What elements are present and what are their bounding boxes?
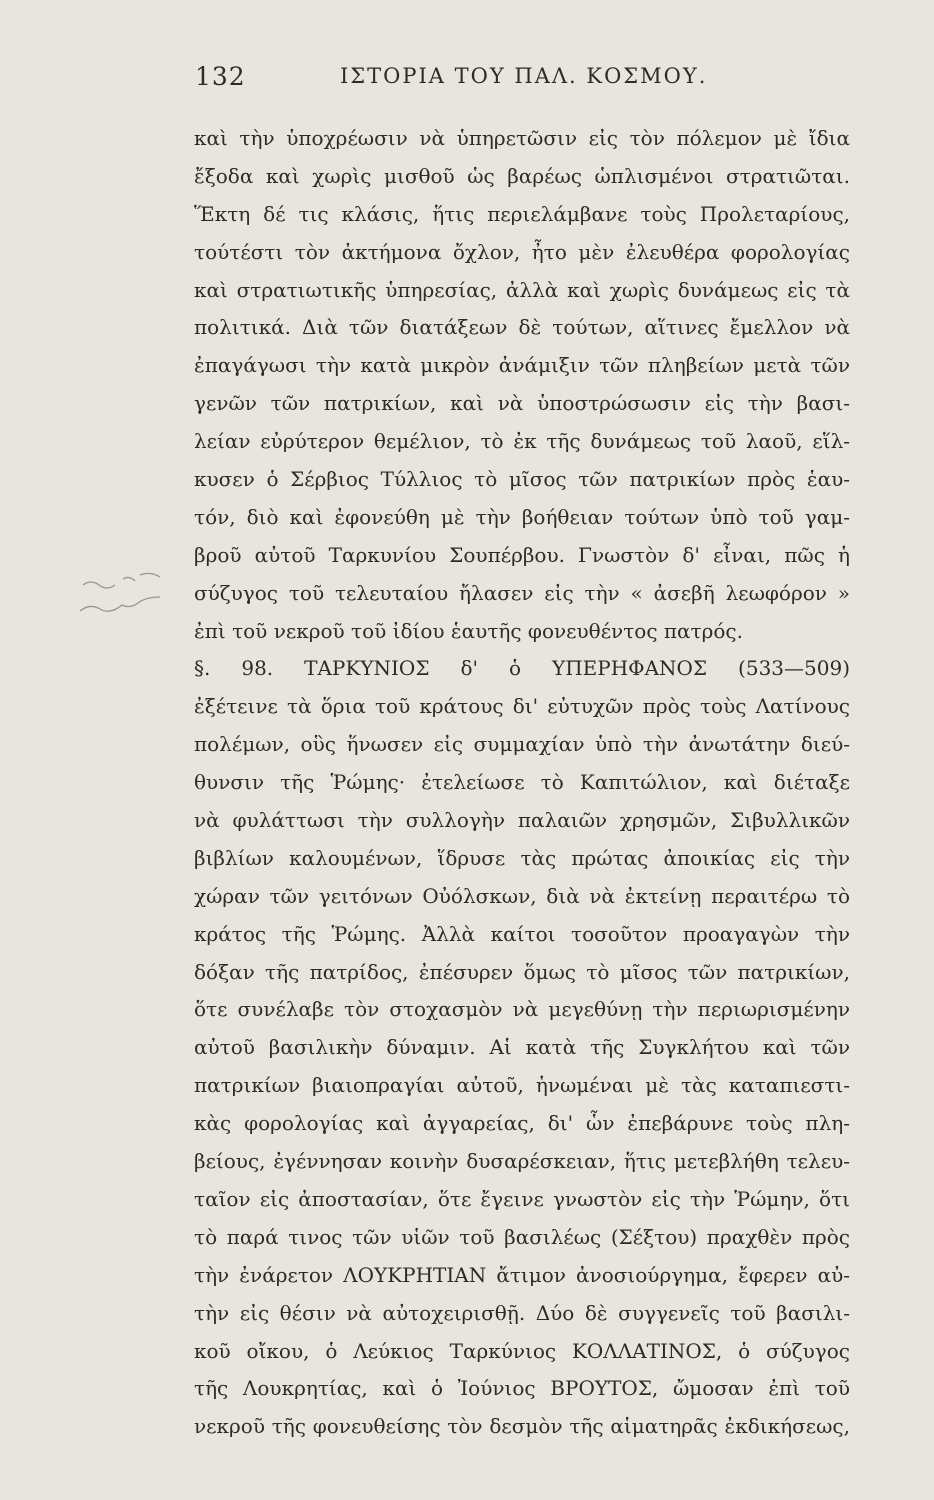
text-line: ἐπαγάγωσι τὴν κατὰ μικρὸν ἀνάμιξιν τῶν πληβείων μετὰ τῶν: [194, 353, 850, 378]
text-line: κυσεν ὁ Σέρβιος Τύλλιος τὸ μῖσος τῶν πατρικίων πρὸς ἑαυ-: [194, 467, 850, 492]
text-line: τῆς Λουκρητίας, καὶ ὁ Ἰούνιος ΒΡΟΥΤΟΣ, ὤμοσαν ἐπὶ τοῦ: [194, 1376, 850, 1401]
text-line: Ἕκτη δέ τις κλάσις, ἥτις περιελάμβανε τοὺς Προλεταρίους,: [194, 201, 850, 226]
text-line: βιβλίων καλουμένων, ἵδρυσε τὰς πρώτας ἀποικίας εἰς τὴν: [194, 845, 850, 870]
text-line: ταῖον εἰς ἀποστασίαν, ὅτε ἔγεινε γνωστὸν εἰς τὴν Ῥώμην, ὅτι: [194, 1186, 850, 1211]
text-line: τούτέστι τὸν ἀκτήμονα ὄχλον, ἦτο μὲν ἐλευθέρα φορολογίας: [194, 239, 850, 264]
text-line: κράτος τῆς Ῥώμης. Ἀλλὰ καίτοι τοσοῦτον προαγαγὼν τὴν: [194, 921, 850, 946]
text-line: λείαν εὐρύτερον θεμέλιον, τὸ ἐκ τῆς δυνάμεως τοῦ λαοῦ, εἵλ-: [194, 429, 850, 454]
text-line: γενῶν τῶν πατρικίων, καὶ νὰ ὑποστρώσωσιν εἰς τὴν βασι-: [194, 391, 850, 416]
text-line: χώραν τῶν γειτόνων Οὐόλσκων, διὰ νὰ ἐκτείνῃ περαιτέρω τὸ: [194, 883, 850, 908]
running-title: ΙΣΤΟΡΙΑ ΤΟΥ ΠΑΛ. ΚΟΣΜΟΥ.: [340, 64, 708, 88]
text-line: κοῦ οἴκου, ὁ Λεύκιος Ταρκύνιος ΚΟΛΛΑΤΙΝΟΣ, ὁ σύζυγος: [194, 1338, 850, 1363]
section-heading-line: §. 98. ΤΑΡΚΥΝΙΟΣ δ' ὁ ΥΠΕΡΗΦΑΝΟΣ (533—509): [194, 656, 850, 681]
text-line: αὐτοῦ βασιλικὴν δύναμιν. Αἱ κατὰ τῆς Συγκλήτου καὶ τῶν: [194, 1035, 850, 1060]
text-line: καὶ στρατιωτικῆς ὑπηρεσίας, ἀλλὰ καὶ χωρὶς δυνάμεως εἰς τὰ: [194, 277, 850, 302]
text-line: τὴν ἐνάρετον ΛΟΥΚΡΗΤΙΑΝ ἄτιμον ἀνοσιούργημα, ἔφερεν αὐ-: [194, 1262, 850, 1287]
text-line: ὅτε συνέλαβε τὸν στοχασμὸν νὰ μεγεθύνῃ τὴν περιωρισμένην: [194, 997, 850, 1022]
text-line: πατρικίων βιαιοπραγίαι αὐτοῦ, ἡνωμέναι μὲ τὰς καταπιεστι-: [194, 1073, 850, 1098]
text-line: σύζυγος τοῦ τελευταίου ἤλασεν εἰς τὴν « ἀσεβῆ λεωφόρον »: [194, 580, 850, 605]
text-line: θυνσιν τῆς Ῥώμης· ἐτελείωσε τὸ Καπιτώλιον, καὶ διέταξε: [194, 770, 850, 795]
text-line: νεκροῦ τῆς φονευθείσης τὸν δεσμὸν τῆς αἱματηρᾶς ἐκδικήσεως,: [194, 1414, 850, 1439]
text-line: βείους, ἐγέννησαν κοινὴν δυσαρέσκειαν, ἥτις μετεβλήθη τελευ-: [194, 1149, 850, 1174]
text-line: πολέμων, οὓς ἥνωσεν εἰς συμμαχίαν ὑπὸ τὴν ἀνωτάτην διεύ-: [194, 732, 850, 757]
text-line: τὸ παρά τινος τῶν υἱῶν τοῦ βασιλέως (Σέξτου) πραχθὲν πρὸς: [194, 1224, 850, 1249]
text-line: δόξαν τῆς πατρίδος, ἐπέσυρεν ὅμως τὸ μῖσος τῶν πατρικίων,: [194, 959, 850, 984]
text-line: βροῦ αὐτοῦ Ταρκυνίου Σουπέρβου. Γνωστὸν δ' εἶναι, πῶς ἡ: [194, 542, 850, 567]
handwritten-margin-note: [78, 565, 178, 635]
text-line: ἔξοδα καὶ χωρὶς μισθοῦ ὡς βαρέως ὡπλισμένοι στρατιῶται.: [194, 163, 850, 188]
text-line: κὰς φορολογίας καὶ ἀγγαρείας, δι' ὧν ἐπεβάρυνε τοὺς πλη-: [194, 1111, 850, 1136]
page-number: 132: [195, 62, 246, 91]
text-line: πολιτικά. Διὰ τῶν διατάξεων δὲ τούτων, αἵτινες ἔμελλον νὰ: [194, 315, 850, 340]
text-line: τὴν εἰς θέσιν νὰ αὐτοχειρισθῇ. Δύο δὲ συγγενεῖς τοῦ βασιλι-: [194, 1300, 850, 1325]
text-line: ἐπὶ τοῦ νεκροῦ τοῦ ἰδίου ἑαυτῆς φονευθέντος πατρός.: [194, 618, 743, 643]
text-line: τόν, διὸ καὶ ἐφονεύθη μὲ τὴν βοήθειαν τούτων ὑπὸ τοῦ γαμ-: [194, 504, 850, 529]
text-line: ἐξέτεινε τὰ ὅρια τοῦ κράτους δι' εὐτυχῶν πρὸς τοὺς Λατίνους: [194, 694, 850, 719]
text-line: νὰ φυλάττωσι τὴν συλλογὴν παλαιῶν χρησμῶν, Σιβυλλικῶν: [194, 808, 850, 833]
body-text: [194, 120, 850, 1446]
text-line: καὶ τὴν ὑποχρέωσιν νὰ ὑπηρετῶσιν εἰς τὸν πόλεμον μὲ ἴδια: [194, 126, 850, 150]
page-header: [195, 62, 835, 96]
